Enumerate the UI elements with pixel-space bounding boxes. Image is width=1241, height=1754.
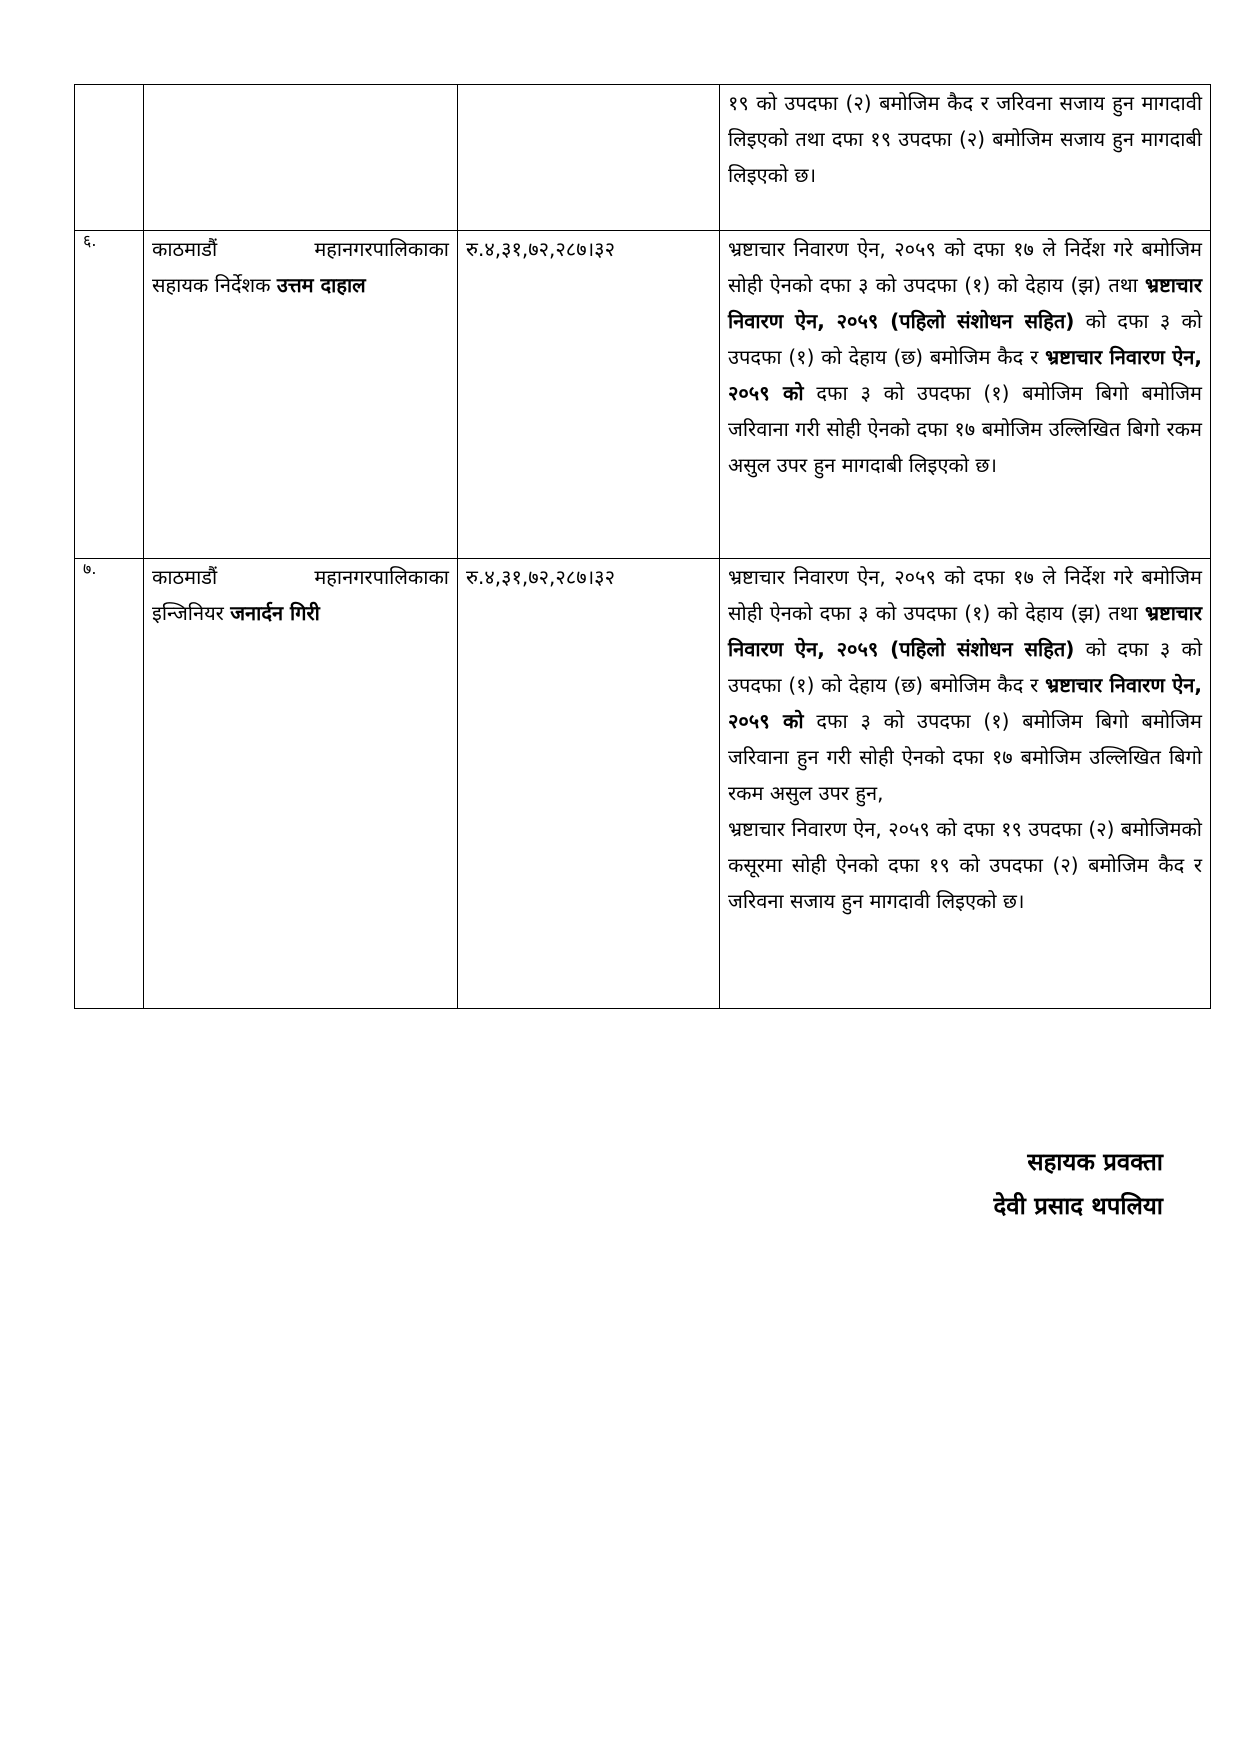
signature-block (994, 1140, 1163, 1228)
amount-cell: रु.४,३१,७२,२८७।३२ (458, 559, 720, 1009)
claim-text-segment: को दफा ३ को उपदफा (१) को देहाय (छ) बमोजिम कैद र (728, 637, 1202, 697)
office-name: महानगरपालिकाका (314, 237, 449, 261)
signatory-title: सहायक प्रवक्ता (1027, 1148, 1163, 1176)
claim-cell (720, 559, 1211, 1009)
name-line (152, 231, 449, 267)
case-table (74, 84, 1211, 1009)
name-line (152, 559, 449, 595)
claim-text-segment: दफा ३ को उपदफा (१) बमोजिम बिगो बमोजिम जरिवाना गरी सोही ऐनको दफा १७ बमोजिम उल्लिखित बिगो रकम असुल उपर हुन मागदाबी लिइएको छ। (728, 381, 1202, 477)
act-reference: भ्रष्टाचार निवारण ऐन, २०५९ (पहिलो संशोधन सहित) (728, 273, 1202, 333)
claim-cell (720, 231, 1211, 559)
act-reference: भ्रष्टाचार निवारण ऐन, २०५९ (पहिलो संशोधन सहित) (728, 601, 1202, 661)
serial-number-cell: ७. (75, 559, 144, 1009)
table-row (75, 559, 1211, 1009)
serial-number-cell: ६. (75, 231, 144, 559)
claim-text-segment: भ्रष्टाचार निवारण ऐन, २०५९ को दफा १७ ले निर्देश गरे बमोजिम सोही ऐनको दफा ३ को उपदफा (१) को देहाय (झ) तथा (728, 237, 1202, 297)
claim-text (728, 559, 1202, 811)
act-reference: भ्रष्टाचार निवारण ऐन, २०५९ को (728, 345, 1202, 405)
serial-number-cell (75, 85, 144, 231)
designation: सहायक निर्देशक (152, 273, 277, 297)
office-name: महानगरपालिकाका (314, 565, 449, 589)
claim-text: भ्रष्टाचार निवारण ऐन, २०५९ को दफा १९ उपदफा (२) बमोजिमको कसूरमा सोही ऐनको दफा १९ को उपदफा (२) बमोजिम कैद र जरिवना सजाय हुन मागदावी लिइएको छ। (728, 817, 1202, 913)
designation: इन्जिनियर (152, 601, 231, 625)
accused-name-cell (144, 85, 458, 231)
accused-name: जनार्दन गिरी (230, 601, 320, 625)
office-city: काठमाडौं (152, 565, 218, 589)
table-row (75, 85, 1211, 231)
name-line (152, 595, 449, 631)
act-reference: भ्रष्टाचार निवारण ऐन, २०५९ को (728, 673, 1202, 733)
amount-cell (458, 85, 720, 231)
office-city: काठमाडौं (152, 237, 218, 261)
accused-name: उत्तम दाहाल (276, 273, 366, 297)
signatory-name: देवी प्रसाद थपलिया (993, 1192, 1163, 1220)
table-row (75, 231, 1211, 559)
claim-text-segment: दफा ३ को उपदफा (१) बमोजिम बिगो बमोजिम जरिवाना हुन गरी सोही ऐनको दफा १७ बमोजिम उल्लिखित बिगो रकम असुल उपर हुन, (728, 709, 1202, 805)
claim-cell (720, 85, 1211, 231)
claim-text: १९ को उपदफा (२) बमोजिम कैद र जरिवना सजाय हुन मागदावी लिइएको तथा दफा १९ उपदफा (२) बमोजिम सजाय हुन मागदाबी लिइएको छ। (728, 91, 1202, 187)
claim-text (728, 231, 1202, 483)
accused-name-cell (144, 231, 458, 559)
accused-name-cell (144, 559, 458, 1009)
claim-text-segment: भ्रष्टाचार निवारण ऐन, २०५९ को दफा १७ ले निर्देश गरे बमोजिम सोही ऐनको दफा ३ को उपदफा (१) को देहाय (झ) तथा (728, 565, 1202, 625)
amount-cell: रु.४,३१,७२,२८७।३२ (458, 231, 720, 559)
name-line (152, 267, 449, 303)
claim-text-segment: को दफा ३ को उपदफा (१) को देहाय (छ) बमोजिम कैद र (728, 309, 1202, 369)
